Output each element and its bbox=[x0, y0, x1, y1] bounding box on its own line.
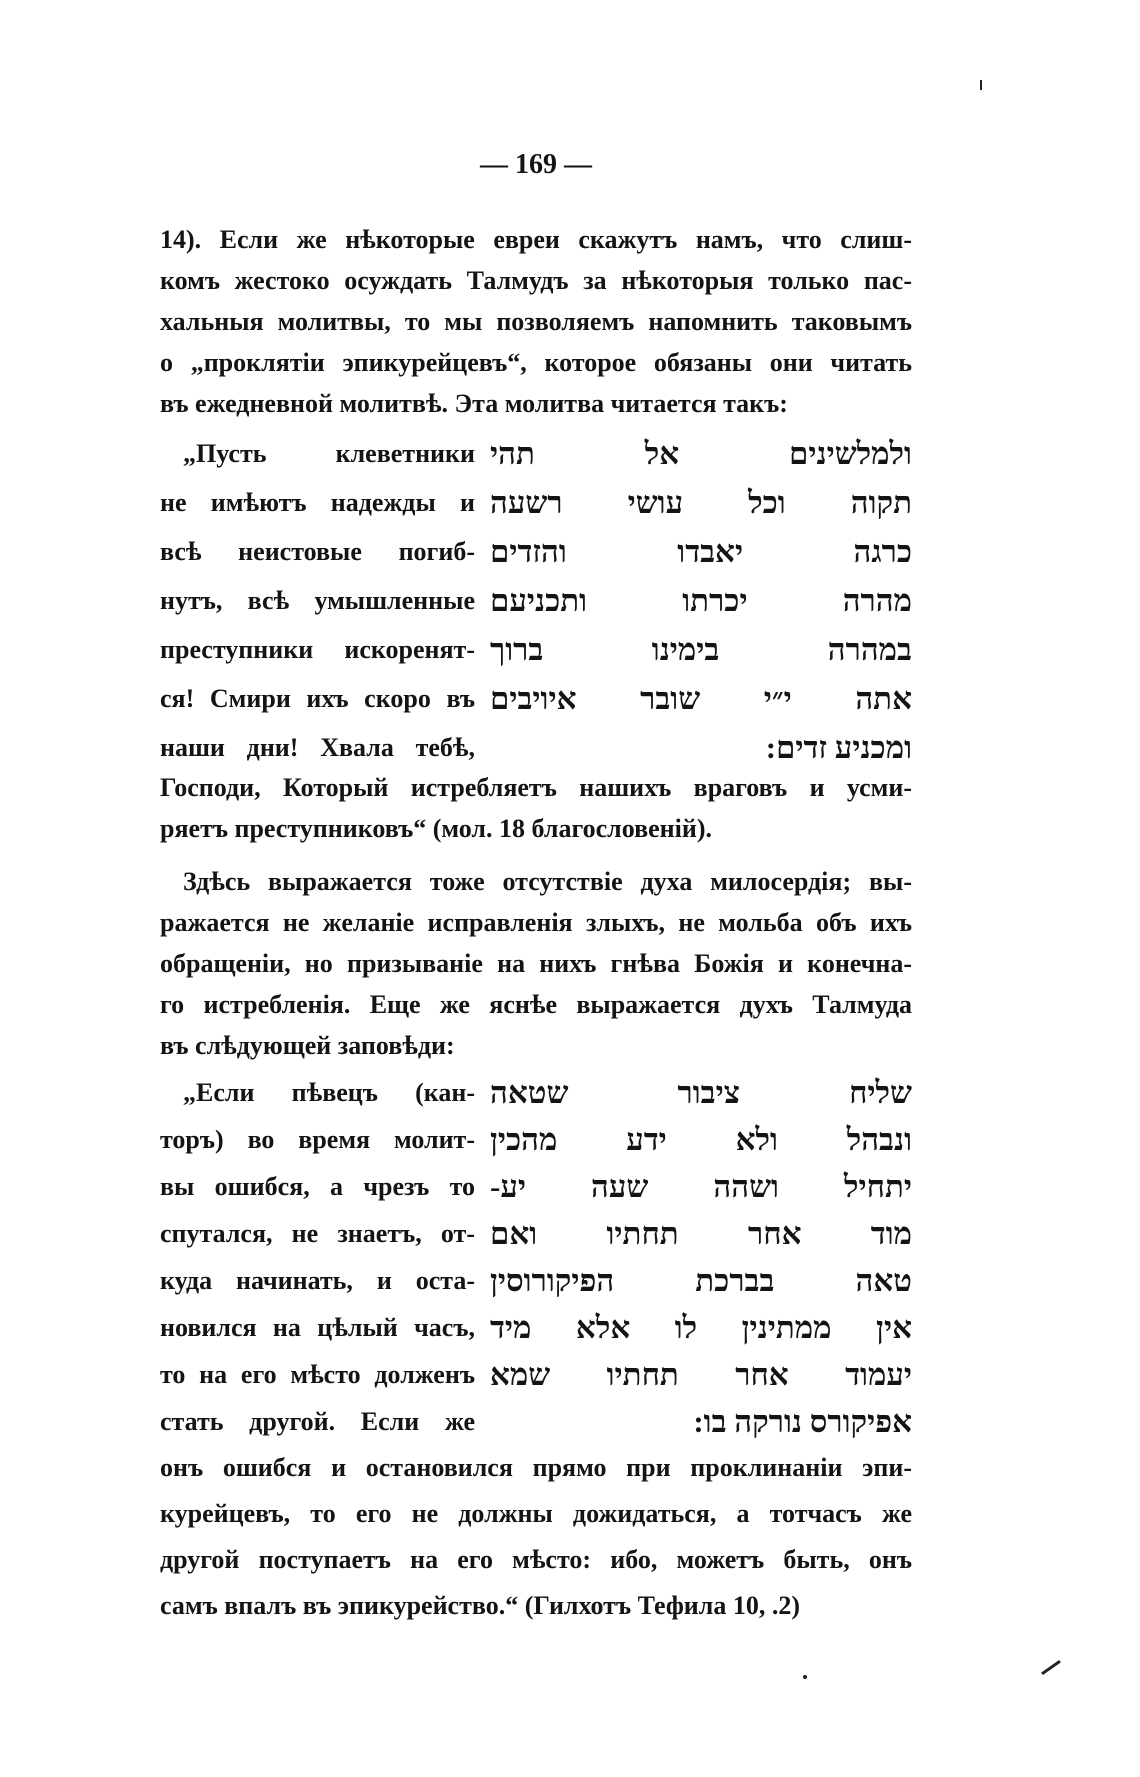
hebrew-line: ומכניע זדים: bbox=[765, 730, 912, 765]
hebrew-line: אפיקורס נורקה בו: bbox=[693, 1404, 912, 1439]
paragraph-1-continuation bbox=[160, 767, 912, 849]
hebrew-text-column bbox=[490, 429, 912, 772]
text-line: самъ впалъ въ эпикурейство.“ (Гилхотъ Тефила 10, .2) bbox=[160, 1591, 801, 1620]
text-line: го истребленія. Еще же яснѣе выражается духъ Талмуда bbox=[160, 990, 912, 1019]
translation-line: нутъ, всѣ умышленные bbox=[160, 586, 475, 615]
text-line: онъ ошибся и остановился прямо при проклинаніи эпи- bbox=[160, 1453, 912, 1482]
russian-translation-column bbox=[160, 1069, 475, 1445]
hebrew-line: אין ממתינין לו אלא מיד bbox=[490, 1310, 912, 1345]
scan-speck bbox=[803, 1675, 807, 1679]
translation-line: куда начинать, и оста- bbox=[160, 1266, 475, 1295]
paragraph-2-continuation bbox=[160, 1445, 912, 1629]
hebrew-line: ולמלשינים אל תהי bbox=[490, 436, 912, 471]
translation-line: стать другой. Если же bbox=[160, 1407, 475, 1436]
scan-speck bbox=[1041, 1660, 1061, 1675]
hebrew-line: כרגה יאבדו והזדים bbox=[490, 534, 912, 569]
translation-line: спутался, не знаетъ, от- bbox=[160, 1219, 475, 1248]
hebrew-line: אתה י״י שובר איויבים bbox=[490, 681, 912, 716]
text-line: обращеніи, но призываніе на нихъ гнѣва Божія и конечна- bbox=[160, 949, 912, 978]
paragraph-2 bbox=[160, 861, 912, 1066]
translation-line: наши дни! Хвала тебѣ, bbox=[160, 733, 475, 762]
text-line: въ слѣдующей заповѣди: bbox=[160, 1031, 455, 1060]
russian-translation-column bbox=[160, 429, 475, 772]
translation-line: не имѣютъ надежды и bbox=[160, 488, 475, 517]
text-line: 14). Если же нѣкоторые евреи скажутъ намъ, что слиш- bbox=[160, 225, 912, 254]
text-line: хальныя молитвы, то мы позволяемъ напомнить таковымъ bbox=[160, 307, 912, 336]
hebrew-line: במהרה בימינו ברוך bbox=[490, 632, 912, 667]
hebrew-line: יעמוד אחר תחתיו שמא bbox=[490, 1357, 912, 1392]
translation-line: новился на цѣлый часъ, bbox=[160, 1313, 475, 1342]
page-number: — 169 — bbox=[480, 149, 592, 180]
hebrew-line: יתחיל ושהה שעה יע- bbox=[490, 1169, 912, 1204]
hebrew-line: ונבהל ולא ידע מהכין bbox=[490, 1122, 912, 1157]
translation-line: всѣ неистовые погиб- bbox=[160, 537, 475, 566]
translation-line: то на его мѣсто долженъ bbox=[160, 1360, 475, 1389]
text-line: Здѣсь выражается тоже отсутствіе духа милосердія; вы- bbox=[183, 867, 912, 896]
hebrew-line: תקוה וכל עושי רשעה bbox=[490, 485, 912, 520]
translation-line: „Если пѣвецъ (кан- bbox=[183, 1078, 475, 1107]
text-line: въ ежедневной молитвѣ. Эта молитва читается такъ: bbox=[160, 389, 788, 418]
translation-line: „Пусть клеветники bbox=[183, 439, 475, 468]
text-line: комъ жестоко осуждать Талмудъ за нѣкоторыя только пас- bbox=[160, 266, 912, 295]
text-line: курейцевъ, то его не должны дожидаться, а тотчасъ же bbox=[160, 1499, 912, 1528]
translation-line: преступники искоренят- bbox=[160, 635, 475, 664]
hebrew-text-column bbox=[490, 1069, 912, 1445]
paragraph-1 bbox=[160, 219, 912, 424]
hebrew-line: מהרה יכרתו ותכניעם bbox=[490, 583, 912, 618]
text-line: о „проклятіи эпикурейцевъ“, которое обязаны они читать bbox=[160, 348, 912, 377]
hebrew-line: מוד אחר תחתיו ואם bbox=[490, 1216, 912, 1251]
text-line: ряетъ преступниковъ“ (мол. 18 благословеній). bbox=[160, 814, 713, 843]
translation-line: торъ) во время молит- bbox=[160, 1125, 475, 1154]
scan-speck bbox=[980, 80, 982, 90]
text-line: ражается не желаніе исправленія злыхъ, не мольба объ ихъ bbox=[160, 908, 912, 937]
hebrew-line: טאה בברכת הפיקורוסין bbox=[490, 1263, 912, 1298]
hebrew-line: שליח ציבור שטאה bbox=[490, 1075, 912, 1110]
text-line: Господи, Который истребляетъ нашихъ враговъ и усми- bbox=[160, 773, 912, 802]
translation-line: ся! Смири ихъ скоро въ bbox=[160, 684, 475, 713]
translation-line: вы ошибся, а чрезъ то bbox=[160, 1172, 475, 1201]
text-line: другой поступаетъ на его мѣсто: ибо, можетъ быть, онъ bbox=[160, 1545, 912, 1574]
